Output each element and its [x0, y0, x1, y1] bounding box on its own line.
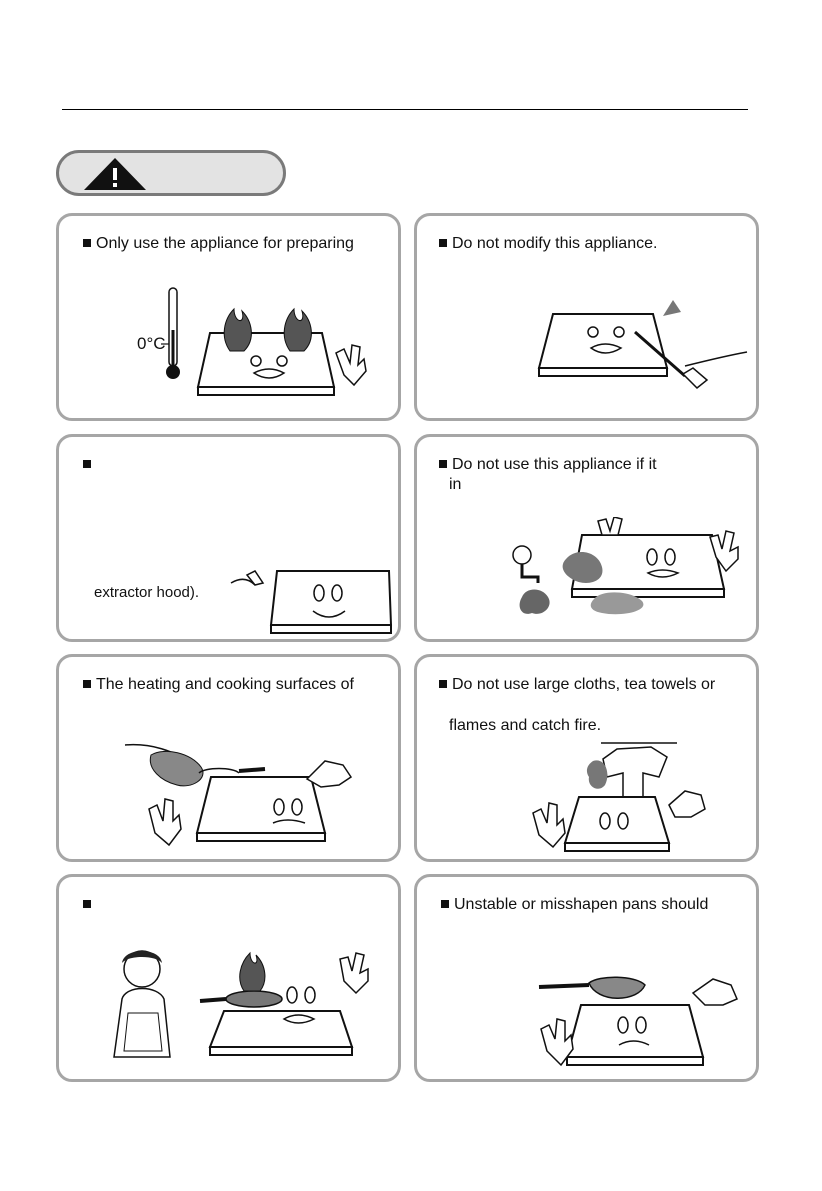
hob-unstable-pan-illustration [517, 973, 742, 1073]
unattended-cooking-illustration [104, 941, 389, 1061]
safety-card-7 [56, 874, 401, 1082]
bullet [83, 680, 91, 688]
safety-card-4 [414, 434, 759, 642]
safety-card-3 [56, 434, 401, 642]
card-4-text [439, 455, 657, 475]
card-4-line2: in [449, 476, 462, 493]
card-1-line1: Only use the appliance for preparing [96, 235, 354, 252]
safety-card-6 [414, 654, 759, 862]
bullet [439, 680, 447, 688]
card-4-line1: Do not use this appliance if it [452, 456, 657, 473]
bullet [83, 239, 91, 247]
safety-card-8 [414, 874, 759, 1082]
card-6-line1: Do not use large cloths, tea towels or [452, 676, 716, 693]
bullet [441, 900, 449, 908]
hob-gas-leak-illustration [502, 517, 752, 627]
hob-presenting-illustration [219, 561, 399, 639]
card-1-text [83, 234, 354, 254]
card-6-text [439, 675, 715, 695]
hob-on-fire-illustration [194, 301, 369, 416]
bullet [83, 900, 91, 908]
thermometer-illustration [131, 286, 191, 386]
hob-cloth-fire-illustration [519, 737, 734, 855]
card-8-line1: Unstable or misshapen pans should [454, 896, 709, 913]
card-3-last-line: extractor hood). [94, 584, 200, 601]
thermometer-label: 0°C [137, 334, 166, 353]
hob-screwdriver-illustration [535, 296, 750, 401]
safety-card-2 [414, 213, 759, 421]
bullet [83, 460, 91, 468]
card-8-text [441, 895, 708, 915]
bullet [439, 239, 447, 247]
warning-triangle-icon [81, 156, 149, 192]
safety-card-5 [56, 654, 401, 862]
card-2-line1: Do not modify this appliance. [452, 235, 658, 252]
warning-banner [56, 150, 286, 196]
card-7-text [83, 895, 96, 915]
header-rule [62, 109, 748, 110]
safety-card-1 [56, 213, 401, 421]
hob-hot-surface-illustration [121, 737, 356, 859]
card-3-text [83, 455, 96, 475]
card-6-line3: flames and catch fire. [449, 717, 602, 734]
card-5-line1: The heating and cooking surfaces of [96, 676, 354, 693]
bullet [439, 460, 447, 468]
card-2-text [439, 234, 657, 254]
card-5-text [83, 675, 354, 695]
